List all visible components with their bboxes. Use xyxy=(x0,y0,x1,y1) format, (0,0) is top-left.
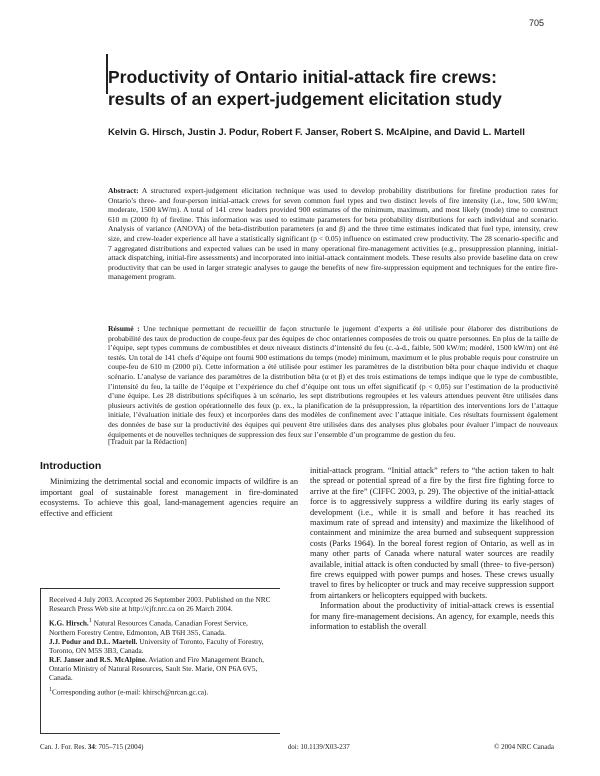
intro-paragraph-left: Minimizing the detrimental social and economic impacts of wildfire is an important goal of sustainable forest management in fire-dominated ecosystems. To achieve this goal, land-management agencies require an effective and efficient xyxy=(40,477,298,518)
corresponding-author-note xyxy=(49,686,272,697)
journal-citation xyxy=(40,743,143,751)
left-column xyxy=(40,461,298,519)
intro-paragraph-right-1: initial-attack program. “Initial attack” refers to “the action taken to halt the spread or potential spread of a fire by the first fire fighting force to arrive at the fire” (CIFFC 2003, p. 29). The objective of the initial-attack force is to aggressively suppress a wildfire during its early stages of development (i.e., while it is small and before it has reached its maximum rate of spread and intensity) and maximize the likelihood of containment and minimize the area burned and subsequent suppression costs (Parks 1964). In the boreal forest region of Ontario, as well as in many other parts of Canada where natural water sources are readily available, initial attack is often conducted by small (three- to five-person) fire crews equipped with power pumps and hoses. These crews usually travel to fires by helicopter or truck and may receive suppression support from airtankers or helicopters equipped with buckets. xyxy=(310,466,554,600)
affiliation-text: Aviation and Fire Management Branch, Ontario Ministry of Natural Resources, Sault Ste. Marie, ON P6A 6V5, Canada. xyxy=(49,654,264,683)
resume-text: Une technique permettant de recueillir de façon structurée le jugement d’experts a été utilisée pour élaborer des distributions de probabilité des taux de production de coupe-feux par des équipes de choc ontariennes composées de trois ou quatre personnes. En plus de la taille de l’équipe, sept types communs de combustibles et deux niveaux distincts d’intensité du feu (c.-à-d., faible, 500 kW/m; modéré, 1500 kW/m) ont été testés. Un total de 141 chefs d’équipe ont fourni 900 estimations du temps (mode) minimum, maximum et le plus probable requis pour construire un coupe-feu de 610 m (2000 pi). Cette information a été utilisée pour estimer les paramètres de la distribution bêta pour chaque individu et chaque scénario. L’analyse de variance des paramètres de la distribution bêta (α et β) et des trois estimations de temps indique que le type de combustible, l’intensité du feu, la taille de l’équipe et l’expérience du chef d’équipe ont tous un effet significatif (p < 0,05) sur l’estimation de la productivité d’une équipe. Les 28 distributions spécifiques à un scénario, les sept distributions regroupées et les valeurs attendues peuvent être utilisées dans plusieurs activités de gestion opérationnelle des feux (p. ex., la planification de la présuppression, la répartition des interventions lors de l’attaque initiale, l’évaluation initiale des feux) et incorporées dans des modèles de confinement avec l’attaque initiale. Ces résultats fournissent également des données de base sur la productivité des équipes qui peuvent être utilisées dans des analyses plus globales pour évaluer l’impact de nouveaux équipements et de nouvelles techniques de suppression des feux sur l’ensemble d’un programme de gestion du feu. xyxy=(108,324,558,439)
abstract-label: Abstract: xyxy=(108,186,139,195)
right-column xyxy=(310,466,554,633)
page-number: 705 xyxy=(528,18,544,28)
affiliation-text: Natural Resources Canada, Canadian Forest Service, Northern Forestry Centre, Edmonton, AB T6H 3S5, Canada. xyxy=(49,618,248,637)
affiliation-name: J.J. Podur and D.L. Martell. xyxy=(49,636,138,646)
journal-volume: 34 xyxy=(87,743,95,751)
affiliation-name: K.G. Hirsch. xyxy=(49,618,89,628)
article-notes-box xyxy=(40,588,280,734)
affiliation-hirsch xyxy=(49,617,272,637)
author-list: Kelvin G. Hirsch, Justin J. Podur, Robert F. Janser, Robert S. McAlpine, and David L. Martell xyxy=(108,127,525,138)
resume-label: Résumé : xyxy=(108,324,140,333)
journal-pages: : 705–715 (2004) xyxy=(94,743,144,751)
copyright: © 2004 NRC Canada xyxy=(494,743,554,751)
introduction-heading: Introduction xyxy=(40,460,102,472)
abstract-english xyxy=(108,186,558,282)
received-note: Received 4 July 2003. Accepted 26 September 2003. Published on the NRC Research Press Web site at http://cjfr.nrc.ca on 26 March 2004. xyxy=(49,595,271,614)
abstract-french xyxy=(108,324,558,439)
doi: doi: 10.1139/X03-237 xyxy=(287,743,350,751)
translation-note: [Traduit par la Rédaction] xyxy=(108,437,187,446)
affiliation-text: University of Toronto, Faculty of Forestry, Toronto, ON M5S 3B3, Canada. xyxy=(49,636,264,655)
footnote-marker: 1 xyxy=(49,687,53,694)
corresponding-author-text: Corresponding author (e-mail: khirsch@nrcan.gc.ca). xyxy=(52,687,209,697)
article-title: Productivity of Ontario initial-attack fire crews: results of an expert-judgement elicitation study xyxy=(108,67,502,109)
intro-paragraph-right-2: Information about the productivity of initial-attack crews is essential for many fire-management decisions. An agency, for example, needs this information to establish the overall xyxy=(310,601,554,632)
page-footer xyxy=(40,743,554,751)
affiliation-podur-martell xyxy=(49,637,272,655)
abstract-text: A structured expert-judgement elicitation technique was used to develop probability distributions for fireline production rates for Ontario’s three- and four-person initial-attack crews for seven common fuel types and two distinct levels of fire intensity (i.e., low, 500 kW/m; moderate, 1500 kW/m). A total of 141 crew leaders provided 900 estimates of the minimum, maximum, and most likely (mode) time to construct 610 m (2000 ft) of fireline. This information was used to estimate parameters for beta probability distributions for each individual and scenario. Analysis of variance (ANOVA) of the beta-distribution parameters (α and β) and the three time estimates indicated that fuel type, intensity, crew size, and crew-leader experience all have a statistically significant (p < 0.05) influence on estimated crew productivity. The 28 scenario-specific and 7 aggregated distributions and expected values can be used in many operational fire-management activities (e.g., presuppression planning, initial-attack dispatching, initial-fire assessments) and incorporated into initial-attack containment models. These results also provide baseline data on crew productivity that can be used in larger strategic analyses to gauge the benefits of new fire-suppression equipment and techniques for the entire fire-management program. xyxy=(108,186,558,282)
affiliation-janser-mcalpine xyxy=(49,655,272,682)
affiliation-name: R.F. Janser and R.S. McAlpine. xyxy=(49,654,147,664)
footnote-marker: 1 xyxy=(88,618,92,625)
journal-name: Can. J. For. Res. xyxy=(40,743,88,751)
